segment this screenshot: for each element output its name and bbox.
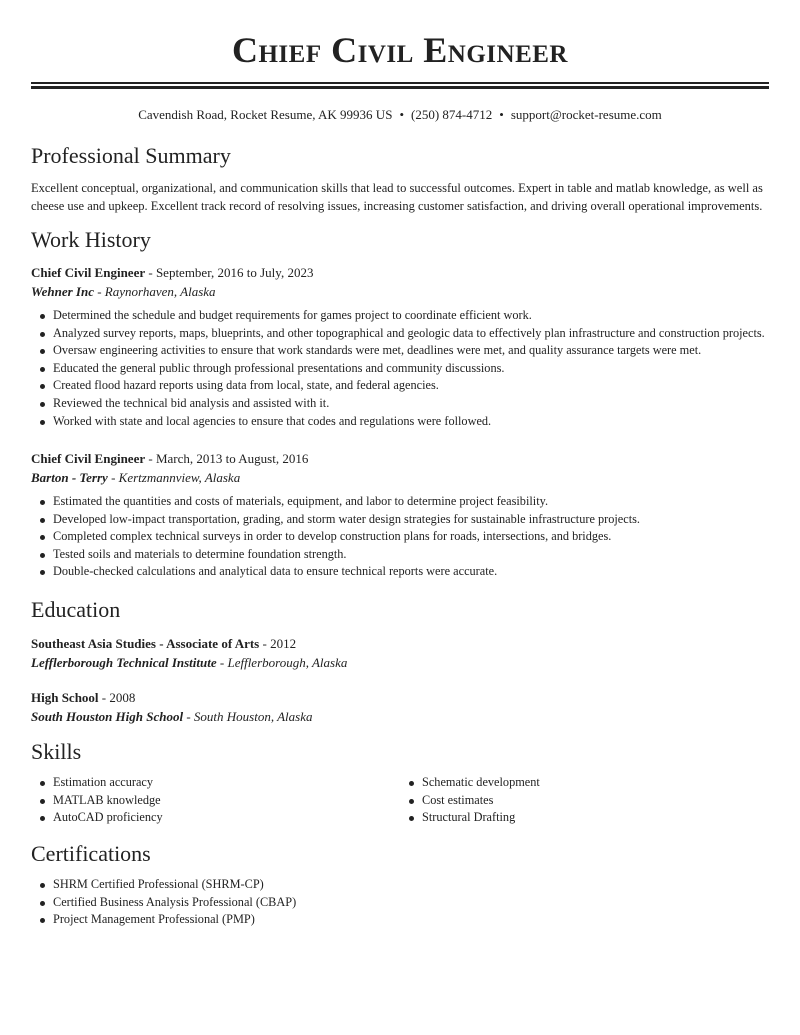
contact-address: Cavendish Road, Rocket Resume, AK 99936 US [138, 107, 393, 122]
graduation-year: - 2012 [259, 636, 297, 651]
company-location: - Raynorhaven, Alaska [93, 284, 216, 299]
section-heading-summary: Professional Summary [31, 143, 231, 168]
school-location: - Lefflerborough, Alaska [216, 655, 348, 670]
list-item: Estimated the quantities and costs of materials, equipment, and labor to determine project feasibility. [53, 493, 769, 511]
education-entry [31, 634, 769, 672]
summary-section [31, 143, 769, 215]
section-heading-education: Education [31, 597, 121, 622]
list-item: Double-checked calculations and analytical data to ensure technical reports were accurate. [53, 563, 769, 581]
contact-email: support@rocket-resume.com [510, 107, 662, 122]
job-entry [31, 449, 769, 581]
job-duties-list [31, 493, 769, 581]
list-item: Estimation accuracy [53, 774, 400, 792]
contact-phone: (250) 874-4712 [411, 107, 493, 122]
degree-name: High School [31, 690, 99, 705]
list-item: Certified Business Analysis Professional (CBAP) [53, 894, 769, 912]
title-divider-top [31, 82, 769, 84]
job-dates: - March, 2013 to August, 2016 [145, 451, 309, 466]
list-item: Reviewed the technical bid analysis and assisted with it. [53, 395, 769, 413]
list-item: Oversaw engineering activities to ensure that work standards were met, deadlines were met, and quality assurance targets were met. [53, 342, 769, 360]
education-school [31, 653, 769, 672]
job-employer [31, 468, 769, 487]
list-item: AutoCAD proficiency [53, 809, 400, 827]
list-item: Educated the general public through professional presentations and community discussions. [53, 360, 769, 378]
job-header [31, 449, 769, 468]
list-item: Tested soils and materials to determine foundation strength. [53, 546, 769, 564]
job-employer [31, 282, 769, 301]
certifications-section [31, 841, 769, 929]
school-location: - South Houston, Alaska [183, 709, 313, 724]
section-heading-skills: Skills [31, 739, 82, 764]
education-entry [31, 688, 769, 726]
list-item: Determined the schedule and budget requirements for games project to coordinate efficient work. [53, 307, 769, 325]
list-item: Completed complex technical surveys in order to develop construction plans for roads, intersections, and bridges. [53, 528, 769, 546]
list-item: Analyzed survey reports, maps, blueprints, and other topographical and geologic data to effectively plan infrastructure and construction projects. [53, 325, 769, 343]
resume-title: Chief Civil Engineer [231, 30, 568, 70]
degree-name: Southeast Asia Studies - Associate of Arts [31, 636, 260, 651]
company-location: - Kertzmannview, Alaska [107, 470, 241, 485]
list-item: Developed low-impact transportation, grading, and storm water design strategies for sustainable infrastructure projects. [53, 511, 769, 529]
education-header [31, 688, 769, 707]
certifications-list [31, 876, 769, 929]
school-name: South Houston High School [31, 709, 184, 724]
work-history-section [31, 227, 769, 253]
list-item: Schematic development [422, 774, 769, 792]
list-item: Structural Drafting [422, 809, 769, 827]
education-header [31, 634, 769, 653]
list-item: Cost estimates [422, 792, 769, 810]
summary-text: Excellent conceptual, organizational, and communication skills that lead to successful outcomes. Expert in table and matlab knowledge, as well as cheese use and upkeep. Excellent track record of resolving issues, increasing customer satisfaction, and driving overall operational improvements. [31, 181, 763, 213]
contact-separator: • [399, 107, 404, 122]
list-item: Created flood hazard reports using data from local, state, and federal agencies. [53, 377, 769, 395]
school-name: Lefflerborough Technical Institute [31, 655, 217, 670]
skills-list-right [400, 774, 769, 827]
job-title: Chief Civil Engineer [31, 265, 146, 280]
title-divider-bottom [31, 86, 769, 89]
list-item: Project Management Professional (PMP) [53, 911, 769, 929]
education-section [31, 597, 769, 623]
job-duties-list [31, 307, 769, 430]
graduation-year: - 2008 [98, 690, 136, 705]
skills-list-left [31, 774, 400, 827]
section-heading-work-history: Work History [31, 227, 151, 252]
contact-separator: • [499, 107, 504, 122]
education-school [31, 707, 769, 726]
list-item: SHRM Certified Professional (SHRM-CP) [53, 876, 769, 894]
skills-grid [31, 774, 769, 827]
job-entry [31, 263, 769, 430]
list-item: Worked with state and local agencies to ensure that codes and regulations were followed. [53, 413, 769, 431]
company-name: Wehner Inc [31, 284, 94, 299]
section-heading-certifications: Certifications [31, 841, 151, 866]
company-name: Barton - Terry [31, 470, 108, 485]
skills-section [31, 739, 769, 827]
job-title: Chief Civil Engineer [31, 451, 146, 466]
list-item: MATLAB knowledge [53, 792, 400, 810]
contact-line [31, 106, 769, 124]
job-dates: - September, 2016 to July, 2023 [145, 265, 314, 280]
job-header [31, 263, 769, 282]
